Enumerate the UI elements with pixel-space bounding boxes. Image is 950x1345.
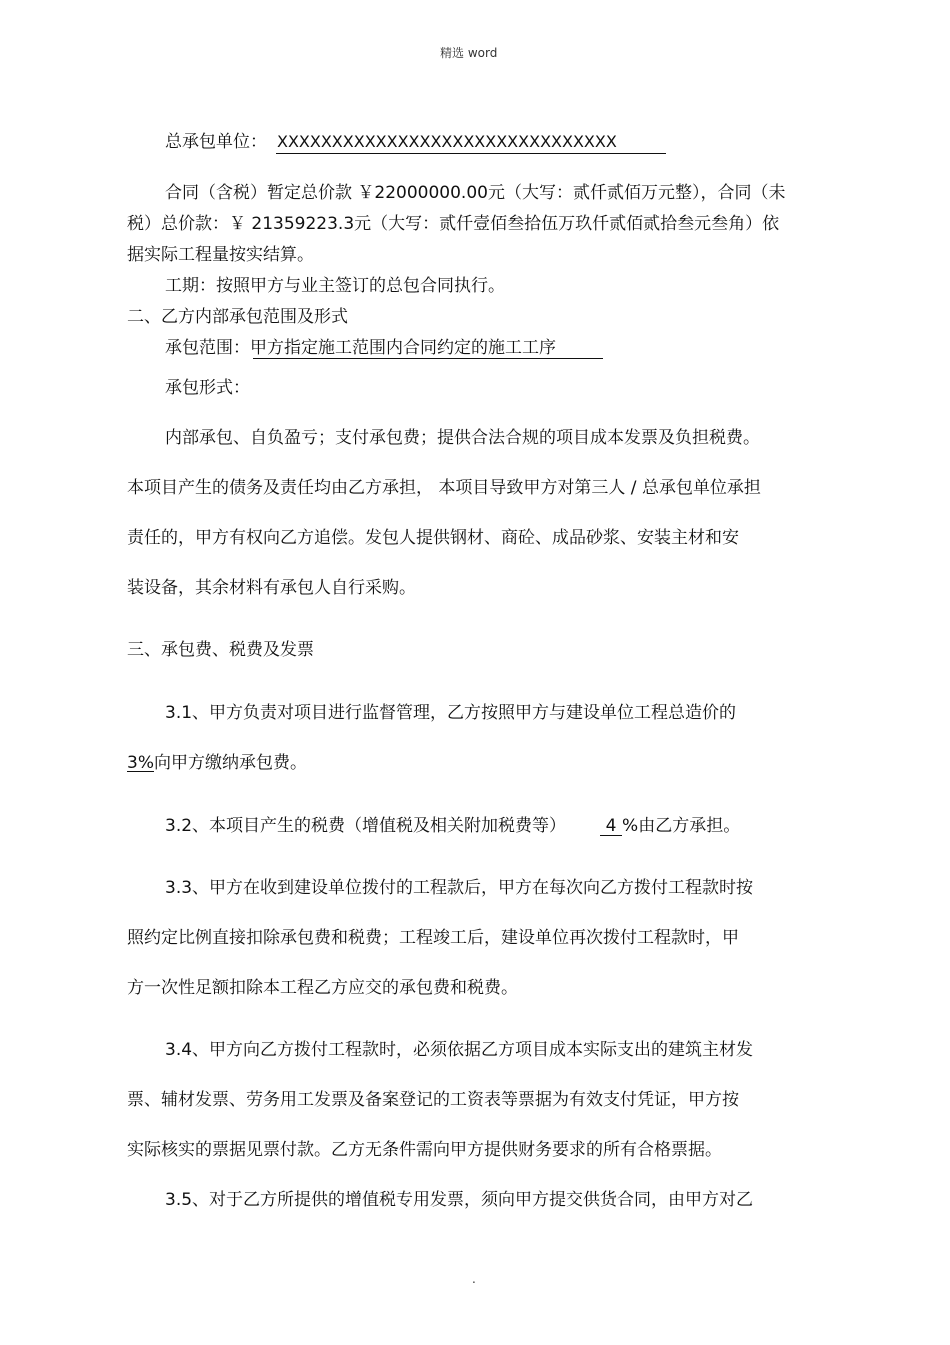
general-contractor-line (165, 132, 617, 152)
contract-price-line3: 据实际工程量按实结算。 (127, 245, 314, 265)
clause-3-2-line (165, 816, 740, 836)
contract-price-line1: 合同（含税）暂定总价款 ￥22000000.00元（大写：贰仟贰佰万元整），合同（未 (165, 183, 786, 203)
clause-3-3-line3: 方一次性足额扣除本工程乙方应交的承包费和税费。 (127, 978, 518, 998)
clause-3-1-line1: 3.1、甲方负责对项目进行监督管理，乙方按照甲方与建设单位工程总造价的 (165, 703, 737, 723)
general-contractor-label: 总承包单位： (165, 132, 267, 152)
general-contractor-underline (276, 153, 666, 154)
scope-underline (253, 358, 603, 359)
clause-3-2-suffix: %由乙方承担。 (622, 816, 741, 836)
contract-price-line2: 税）总价款：￥ 21359223.3元（大写：贰仟壹佰叁拾伍万玖仟贰佰贰拾叁元叁角）依 (127, 214, 780, 234)
form-line-3: 责任的，甲方有权向乙方追偿。发包人提供钢材、商砼、成品砂浆、安装主材和安 (127, 528, 739, 548)
clause-3-2-prefix: 3.2、本项目产生的税费（增值税及相关附加税费等） (165, 816, 567, 836)
clause-3-1-rest: 向甲方缴纳承包费。 (153, 753, 307, 773)
scope-label: 承包范围： (165, 338, 250, 358)
clause-3-5-line1: 3.5、对于乙方所提供的增值税专用发票，须向甲方提交供货合同，由甲方对乙 (165, 1190, 754, 1210)
clause-3-3-line2: 照约定比例直接扣除承包费和税费；工程竣工后，建设单位再次拨付工程款时，甲 (127, 928, 739, 948)
clause-3-4-line2: 票、辅材发票、劳务用工发票及备案登记的工资表等票据为有效支付凭证，甲方按 (127, 1090, 739, 1110)
footer-mark: . (472, 1272, 476, 1286)
page-header: 精选 word (440, 46, 498, 60)
clause-3-1-line2 (127, 753, 307, 773)
form-line-4: 装设备，其余材料有承包人自行采购。 (127, 578, 416, 598)
form-label: 承包形式： (165, 378, 250, 398)
section2-title: 二、乙方内部承包范围及形式 (127, 307, 348, 327)
scope-value: 甲方指定施工范围内合同约定的施工工序 (250, 338, 556, 358)
clause-3-1-rate: 3% (127, 753, 154, 773)
scope-line (165, 338, 556, 358)
clause-3-4-line3: 实际核实的票据见票付款。乙方无条件需向甲方提供财务要求的所有合格票据。 (127, 1140, 722, 1160)
form-line-1: 内部承包、自负盈亏；支付承包费；提供合法合规的项目成本发票及负担税费。 (165, 428, 760, 448)
section3-title: 三、承包费、税费及发票 (127, 640, 314, 660)
duration-line: 工期：按照甲方与业主签订的总包合同执行。 (165, 276, 505, 296)
clause-3-2-rate: 4 (600, 817, 622, 836)
general-contractor-value: XXXXXXXXXXXXXXXXXXXXXXXXXXXXXXX (277, 132, 617, 151)
clause-3-3-line1: 3.3、甲方在收到建设单位拨付的工程款后，甲方在每次向乙方拨付工程款时按 (165, 878, 754, 898)
clause-3-4-line1: 3.4、甲方向乙方拨付工程款时，必须依据乙方项目成本实际支出的建筑主材发 (165, 1040, 754, 1060)
form-line-2: 本项目产生的债务及责任均由乙方承担， 本项目导致甲方对第三人 / 总承包单位承担 (127, 478, 761, 498)
